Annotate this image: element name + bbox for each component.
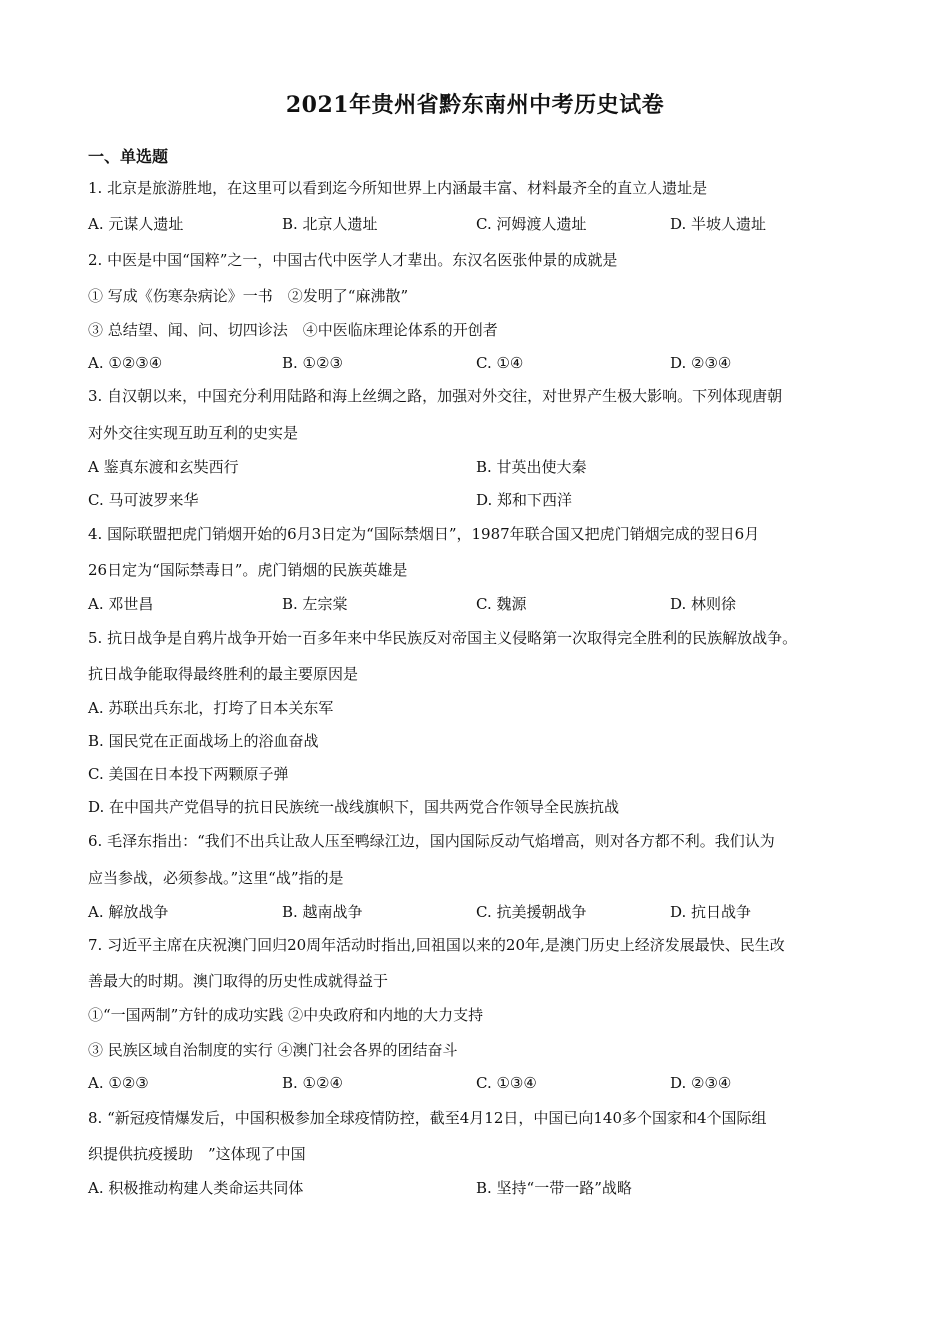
q5-option-a: A. 苏联出兵东北，打垮了日本关东军 (88, 699, 334, 717)
q3-option-d: D. 郑和下西洋 (476, 491, 573, 509)
question-3-stem-cont: 对外交往实现互助互利的史实是 (88, 424, 299, 442)
question-4-stem-cont: 26日定为“国际禁毒日”。虎门销烟的民族英雄是 (88, 561, 408, 579)
question-6-stem: 6. 毛泽东指出：“我们不出兵让敌人压至鸭绿江边，国内国际反动气焰增高，则对各方都不利。我们认为 (88, 832, 775, 850)
question-2-stem: 2. 中医是中国“国粹”之一，中国古代中医学人才辈出。东汉名医张仲景的成就是 (88, 251, 618, 269)
question-6-stem-cont: 应当参战，必须参战。”这里“战”指的是 (88, 869, 344, 887)
q3-option-c: C. 马可波罗来华 (88, 491, 199, 509)
q2-option-d: D. ②③④ (670, 354, 732, 372)
q6-option-b: B. 越南战争 (282, 903, 363, 921)
q1-option-c: C. 河姆渡人遗址 (476, 215, 587, 233)
question-7-item: ①“一国两制”方针的成功实践 ②中央政府和内地的大力支持 (88, 1006, 484, 1024)
q2-option-a: A. ①②③④ (88, 354, 163, 372)
q1-option-b: B. 北京人遗址 (282, 215, 378, 233)
q4-option-a: A. 邓世昌 (88, 595, 154, 613)
question-4-stem: 4. 国际联盟把虎门销烟开始的6月3日定为“国际禁烟日”，1987年联合国又把虎门销烟完成的翌日6月 (88, 525, 760, 543)
q3-option-b: B. 甘英出使大秦 (476, 458, 587, 476)
section-heading: 一、单选题 (88, 147, 169, 166)
question-5-stem-cont: 抗日战争能取得最终胜利的最主要原因是 (88, 665, 359, 683)
q8-option-a: A. 积极推动构建人类命运共同体 (88, 1179, 304, 1197)
question-2-item: ① 写成《伤寒杂病论》一书 ②发明了“麻沸散” (88, 287, 409, 305)
q5-option-c: C. 美国在日本投下两颗原子弹 (88, 765, 289, 783)
q7-option-a: A. ①②③ (88, 1074, 149, 1092)
q4-option-c: C. 魏源 (476, 595, 527, 613)
question-1-stem: 1. 北京是旅游胜地，在这里可以看到迄今所知世界上内涵最丰富、材料最齐全的直立人遗址是 (88, 179, 708, 197)
q6-option-d: D. 抗日战争 (670, 903, 752, 921)
q6-option-a: A. 解放战争 (88, 903, 169, 921)
q1-option-d: D. 半坡人遗址 (670, 215, 767, 233)
q2-option-b: B. ①②③ (282, 354, 343, 372)
question-7-item: ③ 民族区域自治制度的实行 ④澳门社会各界的团结奋斗 (88, 1041, 458, 1059)
q6-option-c: C. 抗美援朝战争 (476, 903, 587, 921)
question-7-stem-cont: 善最大的时期。澳门取得的历史性成就得益于 (88, 972, 389, 990)
q7-option-b: B. ①②④ (282, 1074, 343, 1092)
question-3-stem: 3. 自汉朝以来，中国充分利用陆路和海上丝绸之路，加强对外交往，对世界产生极大影响。下列体现唐朝 (88, 387, 783, 405)
q3-option-a: A 鉴真东渡和玄奘西行 (88, 458, 239, 476)
question-7-stem: 7. 习近平主席在庆祝澳门回归20周年活动时指出,回祖国以来的20年,是澳门历史上经济发展最快、民生改 (88, 936, 785, 954)
question-5-stem: 5. 抗日战争是自鸦片战争开始一百多年来中华民族反对帝国主义侵略第一次取得完全胜利的民族解放战争。 (88, 629, 798, 647)
question-2-item: ③ 总结望、闻、问、切四诊法 ④中医临床理论体系的开创者 (88, 321, 498, 339)
question-8-stem-cont: 织提供抗疫援助 ”这体现了中国 (88, 1145, 306, 1163)
q5-option-b: B. 国民党在正面战场上的浴血奋战 (88, 732, 319, 750)
q2-option-c: C. ①④ (476, 354, 524, 372)
q4-option-b: B. 左宗棠 (282, 595, 348, 613)
question-8-stem: 8. “新冠疫情爆发后，中国积极参加全球疫情防控，截至4月12日，中国已向140多个国家和4个国际组 (88, 1109, 767, 1127)
q5-option-d: D. 在中国共产党倡导的抗日民族统一战线旗帜下，国共两党合作领导全民族抗战 (88, 798, 620, 816)
q4-option-d: D. 林则徐 (670, 595, 737, 613)
page-title: 2021年贵州省黔东南州中考历史试卷 (285, 92, 665, 118)
q7-option-d: D. ②③④ (670, 1074, 732, 1092)
q1-option-a: A. 元谋人遗址 (88, 215, 184, 233)
q7-option-c: C. ①③④ (476, 1074, 537, 1092)
q8-option-b: B. 坚持“一带一路”战略 (476, 1179, 632, 1197)
